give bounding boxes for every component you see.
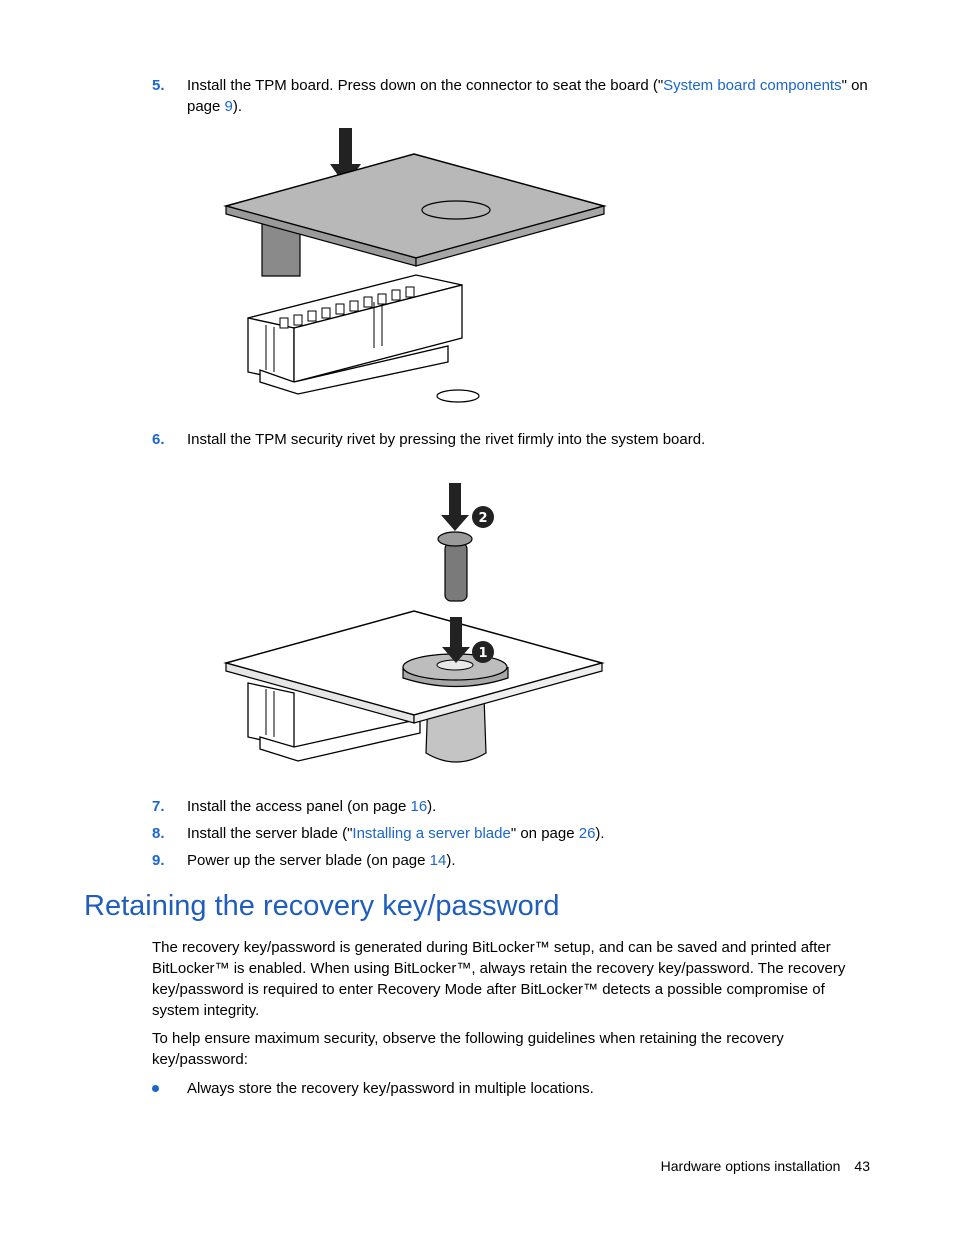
step-text [187,850,872,871]
down-arrow-icon [441,483,469,531]
step-text [187,796,872,817]
section-paragraph: The recovery key/password is generated during BitLocker™ setup, and can be saved and printed after BitLocker™ is enabled. When using BitLocker™, always retain the recovery key/password. The recovery key/password is required to enter Recovery Mode after BitLocker™ detects a possible compromise of system integrity. [152,939,846,1019]
link-system-board-components[interactable]: System board components [663,77,842,94]
footer-section-title: Hardware options installation [660,1158,841,1174]
step-text: Install the TPM security rivet by pressing the rivet firmly into the system board. [187,431,706,448]
callout-2 [472,506,494,528]
step-number: 7. [152,798,165,815]
link-page-26[interactable]: 26 [578,825,596,842]
tpm-rivet-illustration [220,475,620,775]
step-number: 5. [152,77,165,94]
section-heading: Retaining the recovery key/password [84,890,560,922]
step-text-part: ). [232,98,243,115]
bullet-icon [152,1085,159,1092]
step-text-part: ). [595,825,605,842]
callout-1 [472,641,494,663]
link-installing-a-server-blade[interactable]: Installing a server blade [352,825,511,842]
link-page-16[interactable]: 16 [410,798,428,815]
callout-label: 2 [478,511,488,526]
step-text-part: ). [427,798,437,815]
page-number: 43 [854,1158,870,1174]
tpm-board-illustration [220,120,620,410]
link-page-14[interactable]: 14 [429,852,447,869]
section-paragraph: To help ensure maximum security, observe the following guidelines when retaining the recovery key/password: [152,1030,784,1068]
step-text-part: Install the server blade (" [187,825,353,842]
rivet [438,532,472,601]
step-number: 9. [152,852,165,869]
step-text-part: " on page [187,77,868,115]
step-text-part: Install the access panel (on page [187,798,411,815]
step-text [187,75,872,117]
callout-label: 1 [478,646,488,661]
bullet-text: Always store the recovery key/password in multiple locations. [187,1080,594,1097]
step-text [187,823,872,844]
page-footer [600,1158,870,1174]
step-number: 8. [152,825,165,842]
link-page-9[interactable]: 9 [224,98,233,115]
step-text-part: " on page [510,825,579,842]
step-text-part: Install the TPM board. Press down on the connector to seat the board (" [187,77,664,94]
step-text-part: Power up the server blade (on page [187,852,430,869]
step-text-part: ). [446,852,456,869]
step-number: 6. [152,431,165,448]
